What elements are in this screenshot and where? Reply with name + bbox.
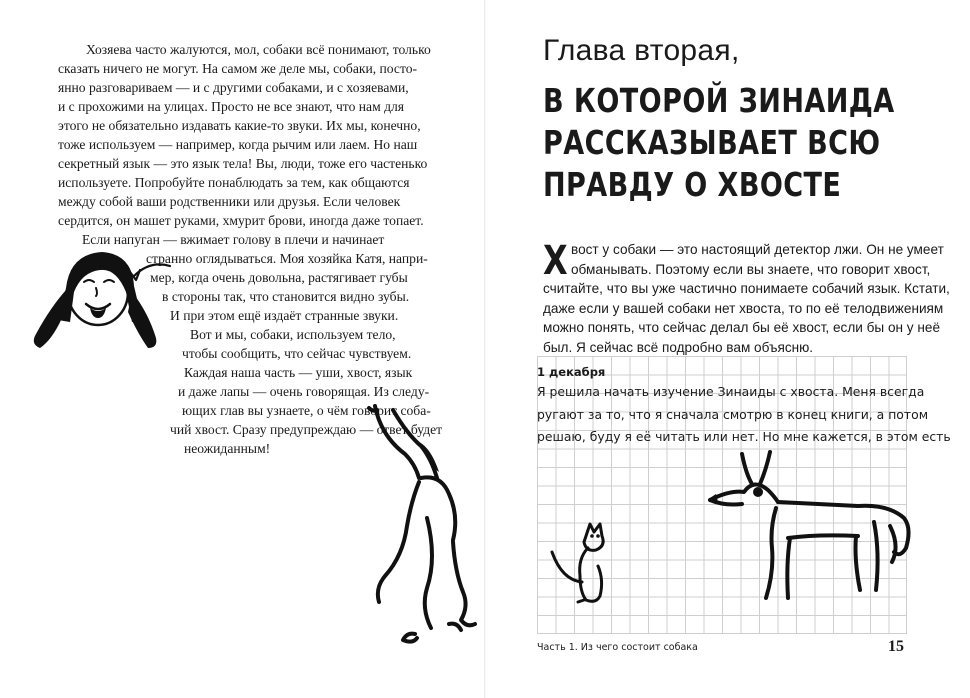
text-line: мер, когда очень довольна, растягивает губы	[150, 270, 408, 285]
drop-cap: Х	[543, 238, 568, 284]
diary-line: решаю, буду я её читать или нет. Но мне кажется, в этом есть	[537, 429, 951, 444]
text-line: в стороны так, что становится видно зубы.	[162, 289, 410, 304]
text-line: можно понять, что сейчас делал бы её хвост, если бы он у неё	[543, 320, 941, 335]
text-line: Если напуган — вжимает голову в плечи и начинает	[82, 232, 385, 247]
text-line: странно оглядываться. Моя хозяйка Катя, напри-	[146, 251, 428, 266]
text-line: и с прохожими на улицах. Просто не все знают, что нам для	[58, 99, 405, 114]
text-line: И при этом ещё издаёт странные звуки.	[170, 308, 399, 323]
text-line: неожиданным!	[184, 441, 271, 456]
diary-line: ругают за то, что я сначала смотрю в конец книги, а потом	[537, 406, 929, 422]
text-line: тоже используем — например, когда рычим или лаем. Но наш	[58, 137, 418, 152]
chapter-title-line: В КОТОРОЙ ЗИНАИДА	[543, 81, 895, 120]
chapter-title	[543, 80, 895, 206]
diary-date: 1 декабря	[537, 365, 606, 379]
intro-paragraph	[543, 238, 950, 357]
text-line: секретный язык — это язык тела! Вы, люди, тоже его частенько	[58, 156, 428, 171]
chapter-title-line: РАССКАЗЫВАЕТ ВСЮ	[543, 123, 881, 162]
text-line: сердится, он машет руками, хмурит брови, иногда даже топает.	[58, 213, 424, 228]
text-line: этого не обязательно издавать какие-то звуки. Их мы, конечно,	[58, 118, 421, 133]
girl-face-drawing	[22, 248, 172, 358]
page-number: 15	[888, 638, 904, 655]
text-line: между собой ваши родственники или друзья. Если человек	[58, 194, 401, 209]
text-line: вост у собаки — это настоящий детектор лжи. Он не умеет	[571, 242, 944, 257]
text-line: чий хвост. Сразу предупреждаю — ответ будет	[170, 422, 443, 437]
running-footer: Часть 1. Из чего состоит собака	[537, 642, 698, 653]
text-line: сказать ничего не могут. На самом же деле мы, собаки, посто-	[58, 61, 418, 76]
text-line: был. Я сейчас всё подробно вам объясню.	[543, 339, 814, 355]
text-line: ющих глав вы узнаете, о чём говорит соба-	[182, 403, 431, 418]
text-line: используете. Попробуйте понаблюдать за тем, как общаются	[58, 175, 410, 190]
text-line: считайте, что вы уже частично понимаете собачий язык. Кстати,	[543, 281, 950, 296]
text-line: Вот и мы, собаки, используем тело,	[190, 327, 396, 342]
text-line: Каждая наша часть — уши, хвост, язык	[184, 365, 413, 380]
text-line: обманывать. Поэтому если вы знаете, что говорит хвост,	[571, 261, 931, 277]
dog-drawing	[706, 448, 916, 608]
text-line: даже если у вашей собаки нет хвоста, то по её телодвижениям	[543, 300, 944, 316]
diary-line: Я решила начать изучение Зинаиды с хвоста. Меня всегда	[537, 384, 925, 399]
text-line: янно разговариваем — и с другими собаками, и с хозяевами,	[58, 80, 409, 95]
text-line: чтобы сообщить, что сейчас чувствуем.	[182, 346, 412, 361]
chapter-label: Глава вторая,	[543, 34, 740, 67]
text-line: Хозяева часто жалуются, мол, собаки всё понимают, только	[86, 42, 431, 57]
diary-entry	[537, 381, 951, 449]
chapter-title-line: ПРАВДУ О ХВОСТЕ	[543, 165, 842, 204]
dog-rear-drawing	[355, 398, 485, 648]
cat-drawing	[548, 518, 618, 608]
text-line: и даже лапы — очень говорящая. Из следу-	[178, 384, 430, 399]
